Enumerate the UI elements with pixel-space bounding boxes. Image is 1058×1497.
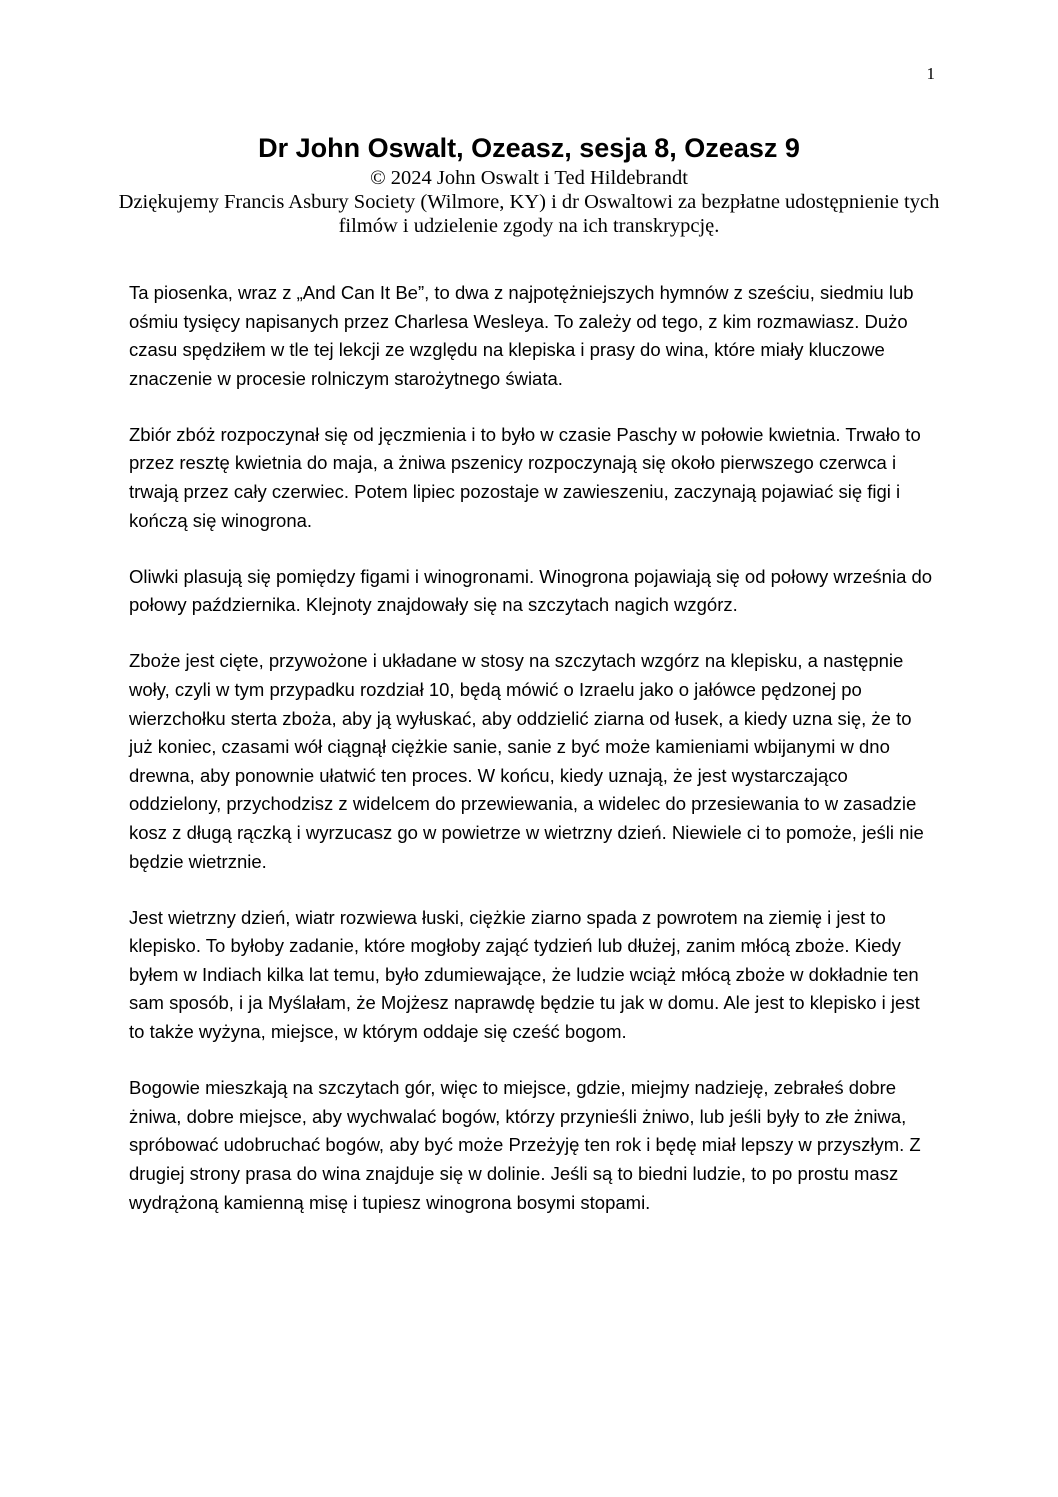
paragraph: Zboże jest cięte, przywożone i układane w stosy na szczytach wzgórz na klepisku, a następnie woły, czyli w tym przypadku rozdział 10, będą mówić o Izraelu jako o jałówce pędzonej po wierzchołku sterta zboża, aby ją wyłuskać, aby oddzielić ziarna od łusek, a kiedy uzna się, że to już koniec, czasami wół ciągnął ciężkie sanie, sanie z być może kamieniami wbijanymi w dno drewna, aby ponownie ułatwić ten proces. W końcu, kiedy uznają, że jest wystarczająco oddzielony, przychodzisz z widelcem do przewiewania, a widelec do przesiewania to w zasadzie kosz z długą rączką i wyrzucasz go w powietrze w wietrzny dzień. Niewiele ci to pomoże, jeśli nie będzie wietrznie.: [129, 650, 924, 872]
paragraph: Jest wietrzny dzień, wiatr rozwiewa łuski, ciężkie ziarno spada z powrotem na ziemię i jest to klepisko. To byłoby zadanie, które mogłoby zająć tydzień lub dłużej, zanim młócą zboże. Kiedy byłem w Indiach kilka lat temu, było zdumiewające, że ludzie wciąż młócą zboże w dokładnie ten sam sposób, i ja Myślałam, że Mojżesz naprawdę będzie tu jak w domu. Ale jest to klepisko i jest to także wyżyna, miejsce, w którym oddaje się cześć bogom.: [129, 906, 920, 1043]
document-title: Dr John Oswalt, Ozeasz, sesja 8, Ozeasz 9: [258, 133, 800, 163]
page-number: 1: [926, 64, 935, 83]
document-header: [110, 130, 948, 238]
paragraph: Zbiór zbóż rozpoczynał się od jęczmienia i to było w czasie Paschy w połowie kwietnia. Trwało to przez resztę kwietnia do maja, a żniwa pszenicy rozpoczynają się około pierwszego czerwca i trwają przez cały czerwiec. Potem lipiec pozostaje w zawieszeniu, zaczynają pojawiać się figi i kończą się winogrona.: [129, 423, 921, 531]
paragraph: Bogowie mieszkają na szczytach gór, więc to miejsce, gdzie, miejmy nadzieję, zebrałeś dobre żniwa, dobre miejsce, aby wychwalać bogów, którzy przynieśli żniwo, lub jeśli były to złe żniwa, spróbować udobruchać bogów, aby być może Przeżyję ten rok i będę miał lepszy w przyszłym. Z drugiej strony prasa do wina znajduje się w dolinie. Jeśli są to biedni ludzie, to po prostu masz wydrążoną kamienną misę i tupiesz winogrona bosymi stopami.: [129, 1077, 921, 1213]
acknowledgement: Dziękujemy Francis Asbury Society (Wilmore, KY) i dr Oswaltowi za bezpłatne udostępnienie tych filmów i udzielenie zgody na ich transkrypcję.: [118, 191, 940, 237]
paragraph: Oliwki plasują się pomiędzy figami i winogronami. Winogrona pojawiają się od połowy września do połowy października. Klejnoty znajdowały się na szczytach nagich wzgórz.: [129, 565, 933, 616]
document-body: [129, 279, 937, 1245]
copyright-line: © 2024 John Oswalt i Ted Hildebrandt: [370, 167, 688, 189]
paragraph: Ta piosenka, wraz z „And Can It Be”, to dwa z najpotężniejszych hymnów z sześciu, siedmiu lub ośmiu tysięcy napisanych przez Charlesa Wesleya. To zależy od tego, z kim rozmawiasz. Dużo czasu spędziłem w tle tej lekcji ze względu na klepiska i prasy do wina, które miały kluczowe znaczenie w procesie rolniczym starożytnego świata.: [129, 282, 914, 389]
